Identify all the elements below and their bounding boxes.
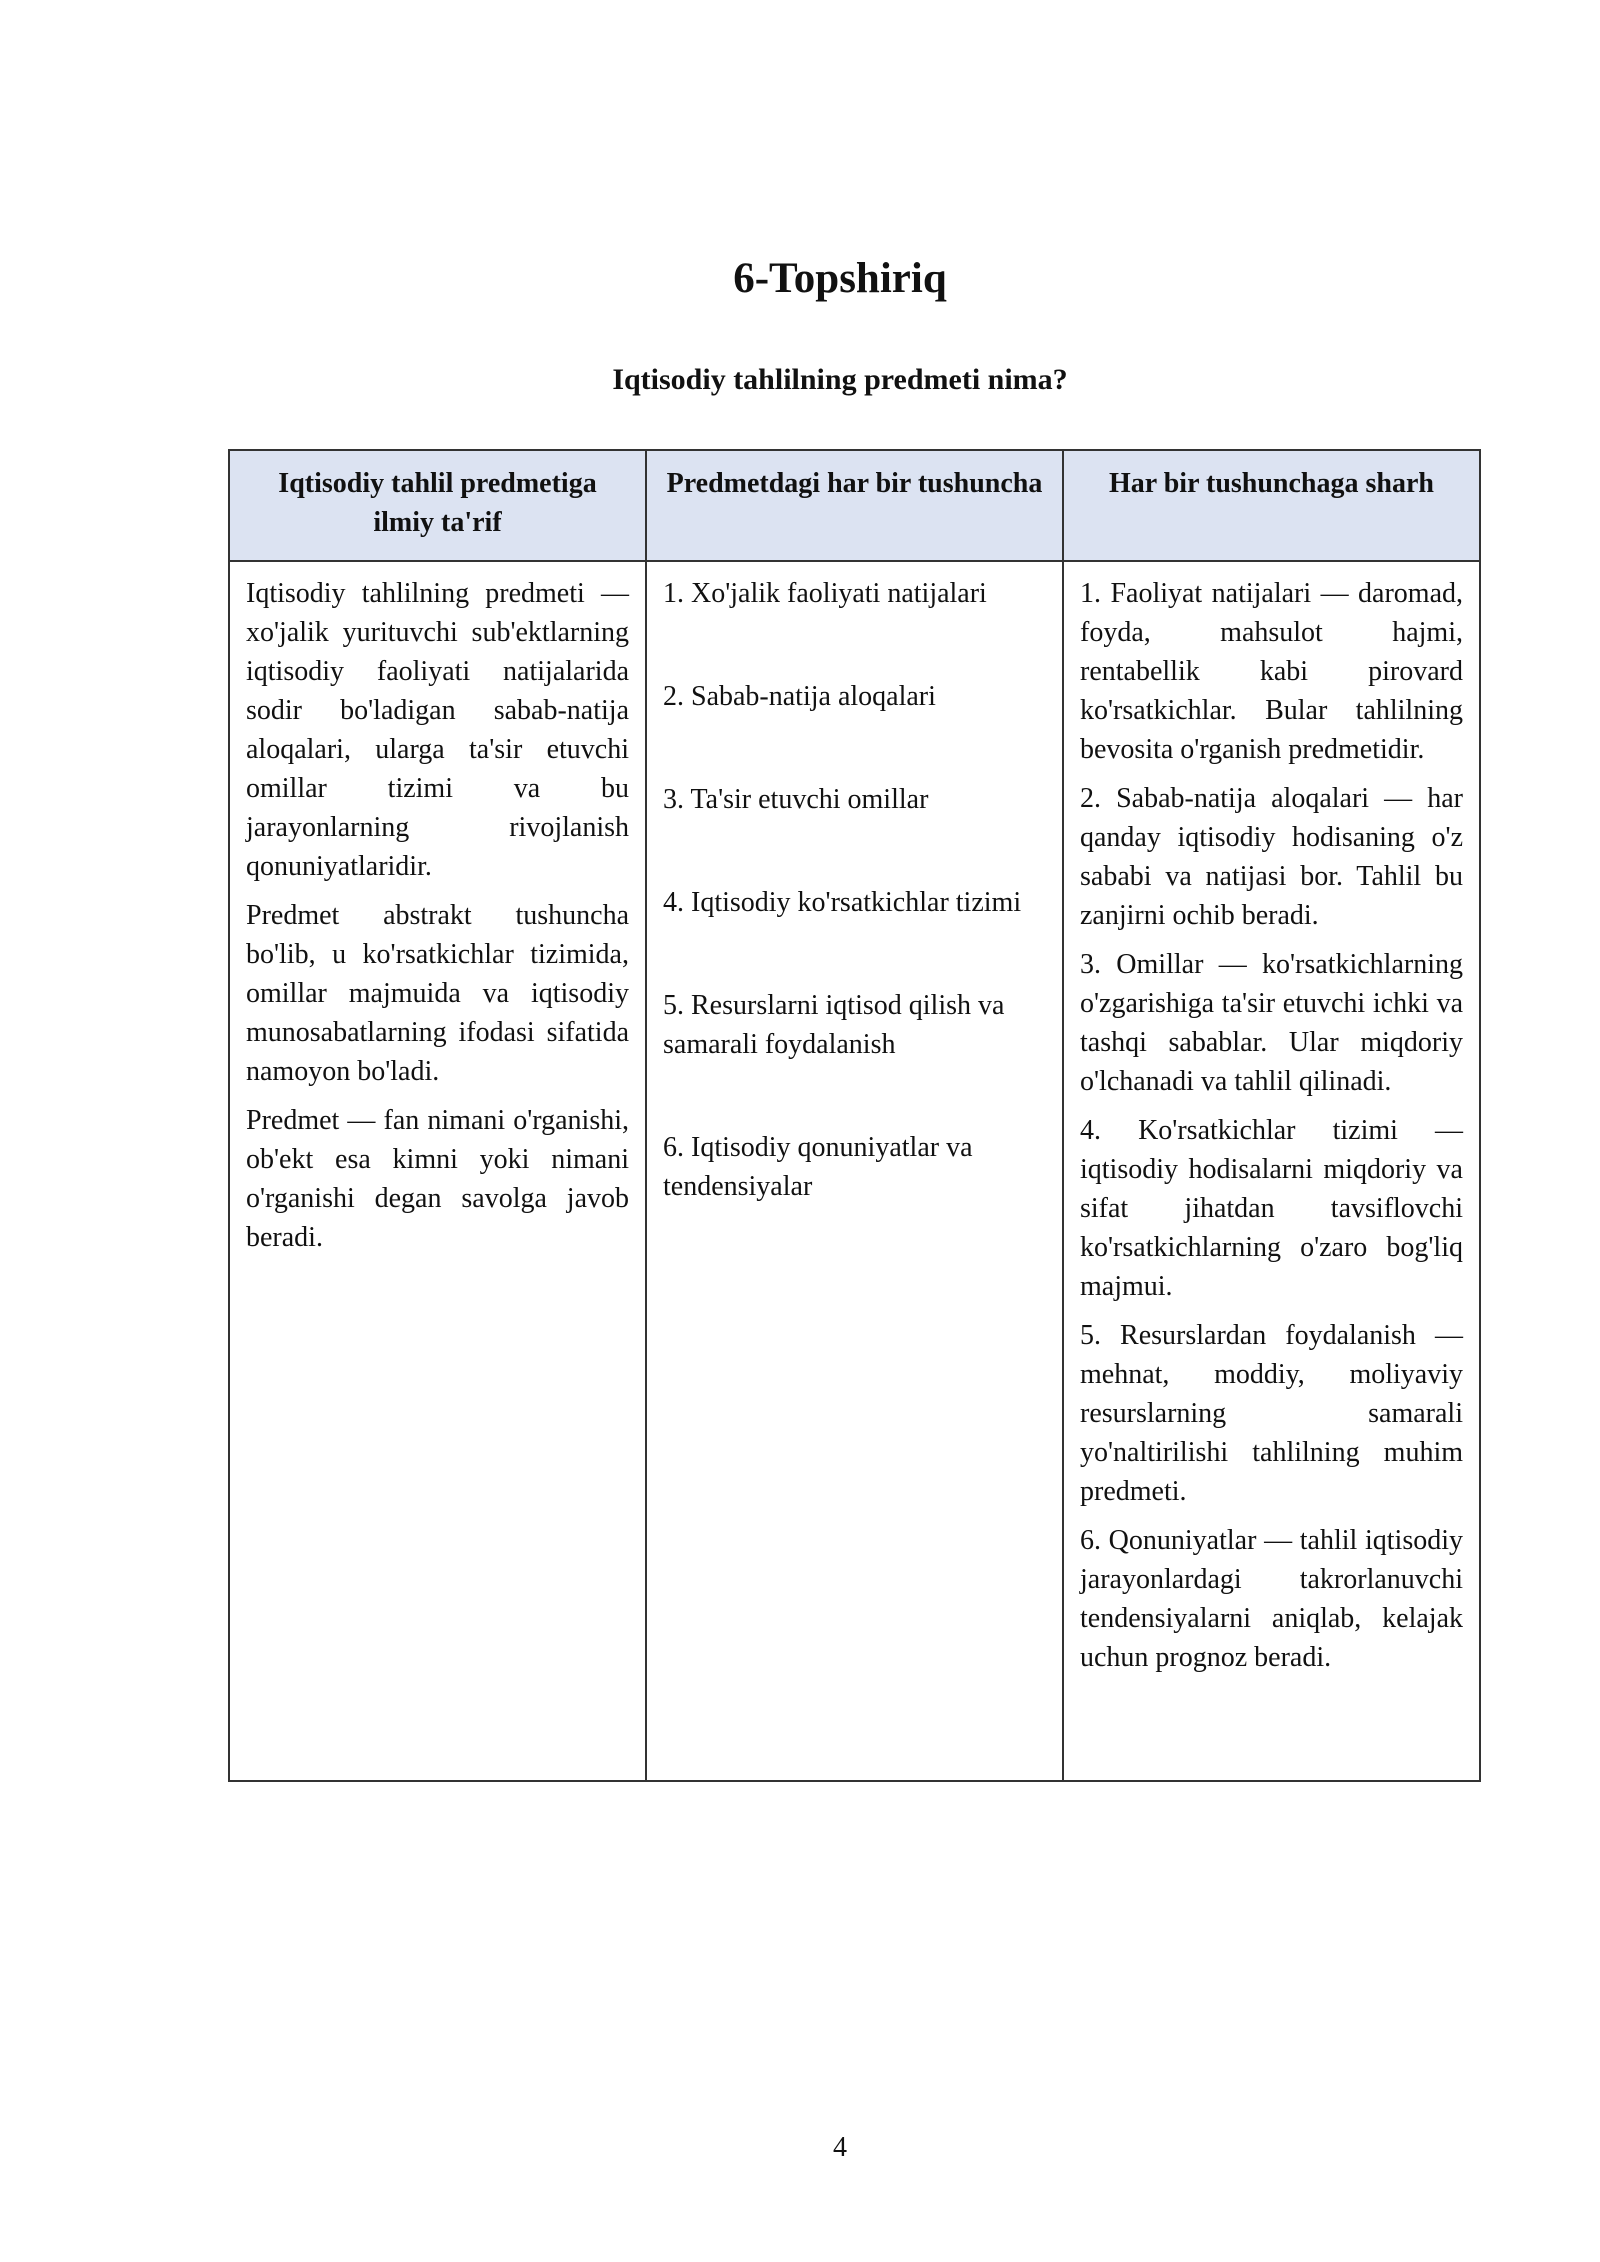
explanation-paragraph: 3. Omillar — ko'rsatkichlarning o'zgarishiga ta'sir etuvchi ichki va tashqi sabablar. Ular miqdoriy o'lchanadi va tahlil qilinadi. (1080, 949, 1463, 1097)
explanation-paragraph: 6. Qonuniyatlar — tahlil iqtisodiy jarayonlardagi takrorlanuvchi tendensiyalarni aniqlab, kelajak uchun prognoz beradi. (1080, 1525, 1463, 1673)
page-subtitle: Iqtisodiy tahlilning predmeti nima? (612, 363, 1068, 396)
concept-item: 1. Xo'jalik faoliyati natijalari (663, 578, 987, 609)
explanation-paragraph: 2. Sabab-natija aloqalari — har qanday iqtisodiy hodisaning o'z sababi va natijasi bor. Tahlil bu zanjirni ochib beradi. (1080, 783, 1463, 931)
concept-item: 5. Resurslarni iqtisod qilish va samarali foydalanish (663, 990, 1005, 1060)
concept-item: 3. Ta'sir etuvchi omillar (663, 784, 929, 815)
concept-item: 2. Sabab-natija aloqalari (663, 681, 936, 712)
definition-paragraph: Predmet — fan nimani o'rganishi, ob'ekt esa kimni yoki nimani o'rganishi degan savolga javob beradi. (246, 1105, 629, 1253)
page-number: 4 (833, 2132, 847, 2163)
concept-item: 6. Iqtisodiy qonuniyatlar va tendensiyalar (663, 1132, 973, 1202)
concept-item: 4. Iqtisodiy ko'rsatkichlar tizimi (663, 887, 1022, 918)
definition-paragraph: Predmet abstrakt tushuncha bo'lib, u ko'rsatkichlar tizimida, omillar majmuida va iqtisodiy munosabatlarning ifodasi sifatida namoyon bo'ladi. (246, 900, 629, 1087)
header-concepts: Predmetdagi har bir tushuncha (646, 450, 1063, 561)
explanation-paragraph: 1. Faoliyat natijalari — daromad, foyda, mahsulot hajmi, rentabellik kabi pirovard ko'rsatkichlar. Bular tahlilning bevosita o'rganish predmetidir. (1080, 578, 1463, 765)
concepts-cell (646, 561, 1063, 1781)
definition-paragraph: Iqtisodiy tahlilning predmeti — xo'jalik yurituvchi sub'ektlarning iqtisodiy faoliyati natijalarida sodir bo'ladigan sabab-natija aloqalari, ularga ta'sir etuvchi omillar tizimi va bu jarayonlarning rivojlanish qonuniyatlaridir. (246, 578, 629, 882)
explanation-paragraph: 4. Ko'rsatkichlar tizimi — iqtisodiy hodisalarni miqdoriy va sifat jihatdan tavsiflovchi ko'rsatkichlarning o'zaro bog'liq majmui. (1080, 1115, 1463, 1302)
explanations-cell (1063, 561, 1480, 1781)
definition-cell (229, 561, 646, 1781)
header-explanations: Har bir tushunchaga sharh (1063, 450, 1480, 561)
table-header-row (229, 450, 1480, 561)
table-row (229, 561, 1480, 1781)
page-title: 6-Topshiriq (733, 255, 947, 302)
subject-table (228, 449, 1481, 1782)
header-definition: Iqtisodiy tahlil predmetiga ilmiy ta'rif (229, 450, 646, 561)
explanation-paragraph: 5. Resurslardan foydalanish — mehnat, moddiy, moliyaviy resurslarning samarali yo'naltirilishi tahlilning muhim predmeti. (1080, 1320, 1463, 1507)
